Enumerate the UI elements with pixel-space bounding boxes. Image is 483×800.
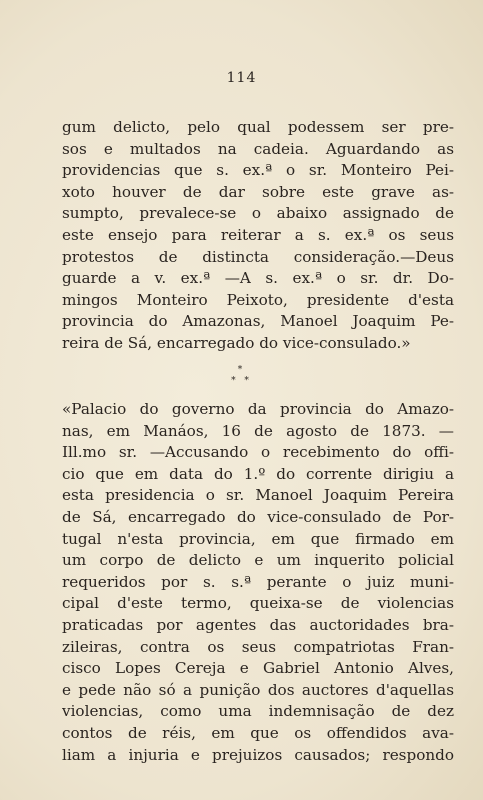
text-line: sumpto, prevalece-se o abaixo assignado de: [62, 204, 454, 223]
text-line: violencias, como uma indemnisação de dez: [62, 702, 454, 721]
text-line: cio que em data do 1.º do corrente dirigiu a: [62, 464, 454, 483]
text-line: guarde a v. ex.ª —A s. ex.ª o sr. dr. Do-: [62, 269, 454, 288]
asterism-top: *: [237, 365, 246, 375]
text-line: mingos Monteiro Peixoto, presidente d'esta: [62, 290, 454, 309]
paragraph-palace-letter: [62, 399, 454, 766]
text-line: liam a injuria e prejuizos causados; respondo: [62, 745, 454, 764]
text-line: de Sá, encarregado do vice-consulado de Por-: [62, 507, 454, 526]
text-line: reira de Sá, encarregado do vice-consulado.»: [62, 333, 411, 352]
text-line: provincia do Amazonas, Manoel Joaquim Pe-: [62, 312, 454, 331]
text-line: Ill.mo sr. —Accusando o recebimento do offi-: [62, 443, 454, 462]
asterism-bottom: * *: [231, 376, 252, 386]
text-line: «Palacio do governo da provincia do Amazo-: [62, 400, 454, 418]
text-line: cisco Lopes Cereja e Gabriel Antonio Alves,: [62, 659, 454, 678]
text-line: nas, em Manáos, 16 de agosto de 1873. —: [62, 421, 454, 440]
text-line: um corpo de delicto e um inquerito policial: [62, 551, 454, 570]
text-line: esta presidencia o sr. Manoel Joaquim Pereira: [62, 486, 454, 505]
page-number: 114: [226, 70, 257, 86]
text-line: gum delicto, pelo qual podessem ser pre-: [62, 118, 454, 136]
text-line: tugal n'esta provincia, em que firmado em: [62, 529, 454, 548]
text-line: contos de réis, em que os offendidos ava-: [62, 723, 454, 742]
text-line: cipal d'este termo, queixa-se de violencias: [62, 594, 454, 613]
text-line: e pede não só a punição dos auctores d'aquellas: [62, 680, 454, 699]
text-line: este ensejo para reiterar a s. ex.ª os seus: [62, 225, 454, 244]
text-line: providencias que s. ex.ª o sr. Monteiro Pei-: [62, 161, 454, 180]
text-line: xoto houver de dar sobre este grave as-: [62, 182, 454, 201]
text-line: zileiras, contra os seus compatriotas Fran-: [62, 637, 454, 656]
paragraph-letter-closing: [62, 117, 454, 355]
text-line: protestos de distincta consideração.—Deus: [62, 247, 454, 266]
text-line: praticadas por agentes das auctoridades bra-: [62, 615, 454, 634]
text-line: sos e multados na cadeia. Aguardando as: [62, 139, 454, 158]
text-line: requeridos por s. s.ª perante o juiz muni-: [62, 572, 454, 591]
